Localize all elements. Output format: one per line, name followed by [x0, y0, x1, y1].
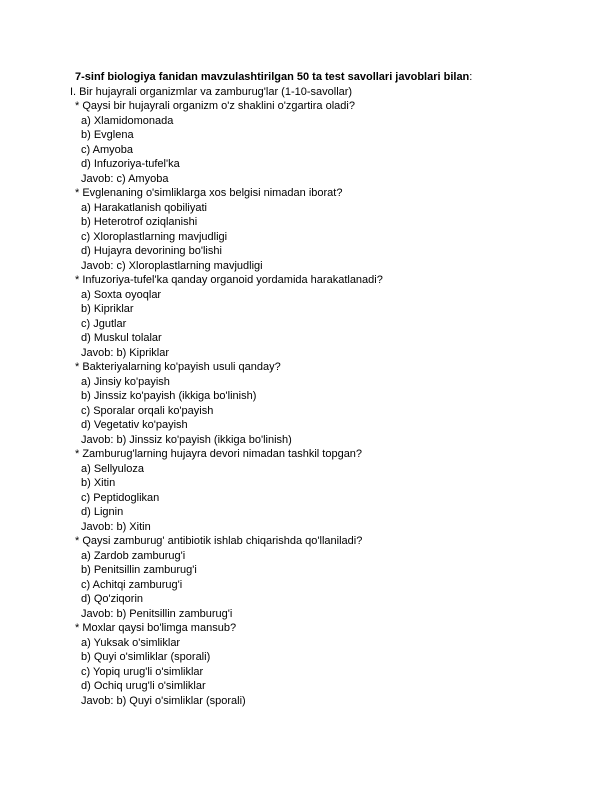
- question-text: * Qaysi bir hujayrali organizm o'z shaklini o'zgartira oladi?: [75, 100, 355, 112]
- correct-answer: Javob: b) Xitin: [81, 520, 151, 533]
- section-heading: I. Bir hujayrali organizmlar va zamburug'lar (1-10-savollar): [70, 86, 353, 98]
- answer-option: a) Zardob zamburug'i: [81, 549, 186, 562]
- answer-option: d) Infuzoriya-tufel'ka: [81, 158, 180, 170]
- answer-option: a) Sellyuloza: [81, 462, 144, 475]
- question-block: [75, 99, 595, 186]
- answer-option: b) Xitin: [81, 477, 116, 489]
- answer-option: c) Peptidoglikan: [81, 491, 160, 504]
- question-list: [75, 99, 595, 708]
- answer-option: c) Sporalar orqali ko'payish: [81, 404, 214, 417]
- answer-option: d) Vegetativ ko'payish: [81, 419, 188, 431]
- question-block: [75, 621, 595, 708]
- question-block: [75, 186, 595, 273]
- answer-option: b) Evglena: [81, 129, 134, 141]
- question-block: [75, 360, 595, 447]
- answer-option: a) Jinsiy ko'payish: [81, 375, 170, 388]
- answer-option: c) Yopiq urug'li o'simliklar: [81, 665, 204, 678]
- correct-answer: Javob: c) Amyoba: [81, 172, 169, 185]
- answer-option: b) Kipriklar: [81, 303, 134, 315]
- question-text: * Qaysi zamburug' antibiotik ishlab chiqarishda qo'llaniladi?: [75, 535, 363, 547]
- correct-answer: Javob: b) Penitsillin zamburug'i: [81, 607, 233, 620]
- answer-option: a) Soxta oyoqlar: [81, 288, 162, 301]
- question-block: [75, 534, 595, 621]
- question-text: * Evglenaning o'simliklarga xos belgisi nimadan iborat?: [75, 187, 343, 199]
- answer-option: c) Jgutlar: [81, 317, 127, 330]
- correct-answer: Javob: c) Xloroplastlarning mavjudligi: [81, 259, 263, 272]
- question-block: [75, 447, 595, 534]
- correct-answer: Javob: b) Quyi o'simliklar (sporali): [81, 694, 246, 707]
- correct-answer: Javob: b) Jinssiz ko'payish (ikkiga bo'linish): [81, 433, 292, 446]
- answer-option: c) Amyoba: [81, 143, 133, 156]
- answer-option: b) Penitsillin zamburug'i: [81, 564, 197, 576]
- question-block: [75, 273, 595, 360]
- answer-option: d) Ochiq urug'li o'simliklar: [81, 680, 206, 692]
- document-title: [75, 70, 472, 84]
- answer-option: a) Yuksak o'simliklar: [81, 636, 181, 649]
- answer-option: a) Harakatlanish qobiliyati: [81, 201, 207, 214]
- answer-option: d) Qo'ziqorin: [81, 593, 144, 605]
- correct-answer: Javob: b) Kipriklar: [81, 346, 170, 359]
- answer-option: c) Xloroplastlarning mavjudligi: [81, 230, 228, 243]
- answer-option: b) Heterotrof oziqlanishi: [81, 216, 198, 228]
- question-text: * Zamburug'larning hujayra devori nimadan tashkil topgan?: [75, 448, 363, 460]
- question-text: * Bakteriyalarning ko'payish usuli qanday?: [75, 361, 281, 373]
- question-text: * Infuzoriya-tufel'ka qanday organoid yordamida harakatlanadi?: [75, 274, 383, 286]
- answer-option: a) Xlamidomonada: [81, 114, 174, 127]
- document-title-text: 7-sinf biologiya fanidan mavzulashtirilgan 50 ta test savollari javoblari bilan: [75, 71, 470, 83]
- answer-option: d) Lignin: [81, 506, 124, 518]
- answer-option: d) Muskul tolalar: [81, 332, 162, 344]
- document-title-colon: :: [469, 71, 473, 83]
- question-text: * Moxlar qaysi bo'limga mansub?: [75, 622, 237, 634]
- answer-option: c) Achitqi zamburug'i: [81, 578, 183, 591]
- answer-option: b) Quyi o'simliklar (sporali): [81, 651, 211, 663]
- answer-option: d) Hujayra devorining bo'lishi: [81, 245, 222, 257]
- answer-option: b) Jinssiz ko'payish (ikkiga bo'linish): [81, 390, 257, 402]
